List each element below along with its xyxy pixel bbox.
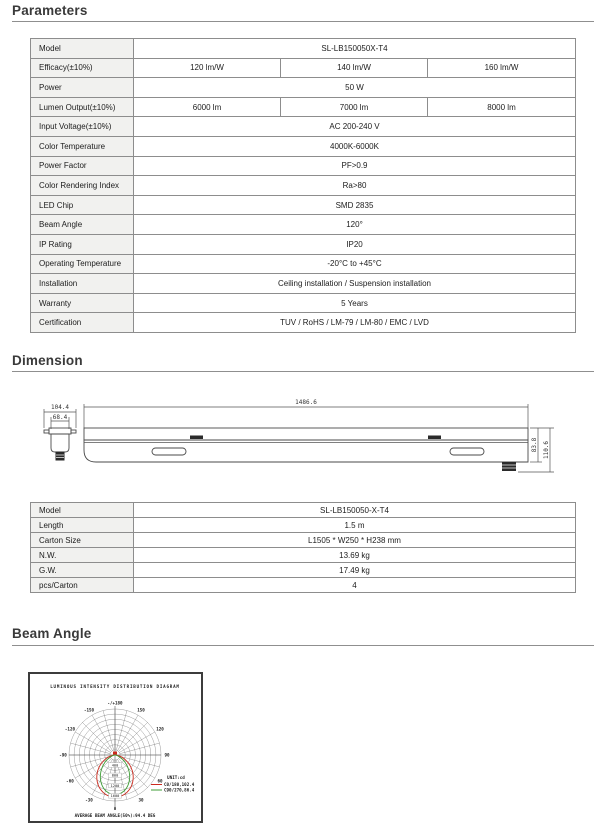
polar-spoke — [75, 732, 110, 752]
parameter-value: 50 W — [134, 78, 576, 98]
dimension-value: SL-LB150050-X-T4 — [134, 503, 576, 518]
dimension-value: 4 — [134, 578, 576, 593]
parameter-value: -20°C to +45°C — [134, 254, 576, 274]
angle-label: 150 — [137, 707, 145, 713]
parameter-label: Lumen Output(±10%) — [31, 97, 134, 117]
polar-spoke — [119, 732, 154, 752]
polar-spoke — [71, 756, 110, 767]
polar-spoke — [103, 711, 114, 750]
parameter-value: 7000 lm — [281, 97, 428, 117]
polar-spoke — [120, 743, 159, 754]
dimension-technical-drawing — [18, 395, 588, 490]
polar-spoke — [119, 722, 148, 751]
parameters-row — [31, 78, 576, 98]
parameter-label: LED Chip — [31, 195, 134, 215]
dimension-label: Model — [31, 503, 134, 518]
polar-spoke — [82, 722, 111, 751]
parameters-table — [30, 38, 576, 333]
dim-outer-width: 104.4 — [50, 404, 70, 411]
dimension-label: Carton Size — [31, 533, 134, 548]
angle-label-top: -/+180 — [107, 700, 123, 706]
angle-label: -120 — [64, 726, 76, 732]
parameter-value: 6000 lm — [134, 97, 281, 117]
parameters-row — [31, 274, 576, 294]
parameters-row — [31, 58, 576, 78]
parameter-label: IP Rating — [31, 234, 134, 254]
parameter-label: Model — [31, 39, 134, 59]
parameter-label: Power Factor — [31, 156, 134, 176]
angle-label: -150 — [83, 707, 95, 713]
dimension-row — [31, 578, 576, 593]
parameters-row — [31, 176, 576, 196]
polar-spoke — [118, 715, 138, 750]
parameters-row — [31, 254, 576, 274]
luminous-intensity-diagram — [30, 674, 201, 821]
angle-label: 60 — [157, 778, 163, 784]
parameter-label: Color Temperature — [31, 136, 134, 156]
parameter-label: Power — [31, 78, 134, 98]
angle-label-bottom: 0 — [113, 806, 117, 811]
dimension-row — [31, 533, 576, 548]
dim-length: 1486.6 — [295, 399, 317, 406]
parameters-row — [31, 293, 576, 313]
ring-label: 1600 — [110, 794, 120, 799]
back-lobe-mark — [113, 752, 117, 755]
photometric-diagram-box — [28, 672, 203, 823]
parameter-value: 140 lm/W — [281, 58, 428, 78]
angle-label: 120 — [156, 726, 164, 732]
parameter-value: 5 Years — [134, 293, 576, 313]
polar-spoke — [75, 758, 110, 778]
angle-label: 90 — [164, 752, 170, 758]
polar-spoke — [120, 756, 159, 767]
angle-label: -60 — [66, 778, 74, 784]
dimension-table — [30, 502, 576, 593]
parameter-value: 120° — [134, 215, 576, 235]
parameters-row — [31, 97, 576, 117]
section-divider — [12, 371, 594, 372]
dimension-row — [31, 503, 576, 518]
parameter-label: Installation — [31, 274, 134, 294]
chart-title: LUMINOUS INTENSITY DISTRIBUTION DIAGRAM — [50, 684, 180, 689]
cross-section-view — [44, 404, 76, 460]
parameters-row — [31, 313, 576, 333]
parameter-value: TUV / RoHS / LM-79 / LM-80 / EMC / LVD — [134, 313, 576, 333]
section-divider — [12, 645, 594, 646]
parameter-value: AC 200-240 V — [134, 117, 576, 137]
dimension-value: 13.69 kg — [134, 548, 576, 563]
angle-label: -90 — [59, 752, 67, 758]
parameter-label: Beam Angle — [31, 215, 134, 235]
ring-label: 800 — [111, 773, 119, 778]
parameters-row — [31, 117, 576, 137]
dimension-label: N.W. — [31, 548, 134, 563]
legend-entry: C0/180,102.4 — [164, 782, 195, 788]
legend-entry: C90/270,86.4 — [164, 787, 195, 793]
parameter-value: 4000K-6000K — [134, 136, 576, 156]
ring-label: 400 — [111, 763, 119, 768]
polar-spoke — [92, 715, 112, 750]
parameters-row — [31, 215, 576, 235]
dim-body-height: 83.8 — [531, 437, 538, 453]
parameter-label: Certification — [31, 313, 134, 333]
parameter-value: IP20 — [134, 234, 576, 254]
parameter-value: PF>0.9 — [134, 156, 576, 176]
parameters-row — [31, 156, 576, 176]
dimension-row — [31, 548, 576, 563]
dim-inner-width: 68.4 — [52, 414, 68, 421]
side-view — [84, 399, 554, 472]
angle-label: -30 — [85, 797, 93, 803]
dim-total-height: 110.6 — [543, 440, 550, 460]
dimension-value: L1505 * W250 * H238 mm — [134, 533, 576, 548]
parameter-value: SMD 2835 — [134, 195, 576, 215]
dimension-label: pcs/Carton — [31, 578, 134, 593]
section-divider — [12, 21, 594, 22]
dimension-row — [31, 563, 576, 578]
dimension-label: Length — [31, 518, 134, 533]
parameter-label: Color Rendering Index — [31, 176, 134, 196]
parameter-value: 8000 lm — [428, 97, 576, 117]
parameter-label: Input Voltage(±10%) — [31, 117, 134, 137]
polar-spoke — [119, 758, 154, 778]
section-title-parameters: Parameters — [12, 3, 88, 18]
section-title-dimension: Dimension — [12, 353, 83, 368]
legend-unit: UNIT:cd — [167, 775, 185, 780]
ring-label: 1200 — [110, 783, 120, 788]
section-title-beam-angle: Beam Angle — [12, 626, 92, 641]
parameters-row — [31, 39, 576, 59]
parameter-label: Operating Temperature — [31, 254, 134, 274]
dimension-row — [31, 518, 576, 533]
parameter-value: SL-LB150050X-T4 — [134, 39, 576, 59]
parameters-row — [31, 136, 576, 156]
dimension-value: 1.5 m — [134, 518, 576, 533]
parameter-value: 120 lm/W — [134, 58, 281, 78]
parameter-value: Ra>80 — [134, 176, 576, 196]
dimension-label: G.W. — [31, 563, 134, 578]
dimension-value: 17.49 kg — [134, 563, 576, 578]
angle-label: 30 — [138, 797, 144, 803]
parameters-row — [31, 234, 576, 254]
chart-footer: AVERAGE BEAM ANGLE(50%):94.4 DEG — [74, 813, 156, 818]
parameter-value: 160 lm/W — [428, 58, 576, 78]
parameter-value: Ceiling installation / Suspension installation — [134, 274, 576, 294]
polar-spoke — [71, 743, 110, 754]
parameters-row — [31, 195, 576, 215]
parameter-label: Warranty — [31, 293, 134, 313]
parameter-label: Efficacy(±10%) — [31, 58, 134, 78]
polar-spoke — [116, 711, 127, 750]
